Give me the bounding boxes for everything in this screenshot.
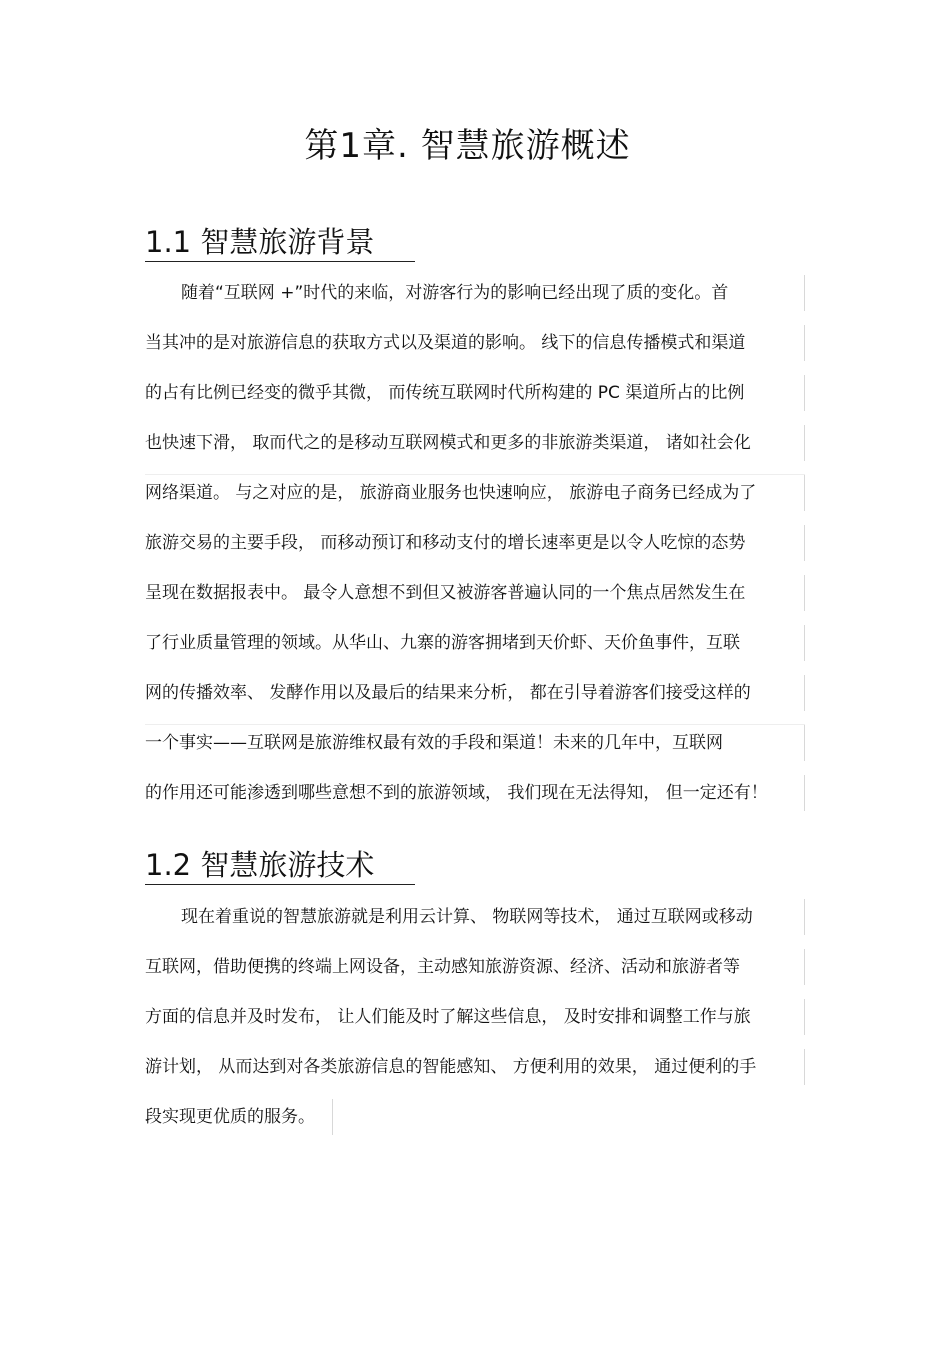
- section-heading-1-1: 1.1 智慧旅游背景: [145, 225, 415, 262]
- paragraph-line: 现在着重说的智慧旅游就是利用云计算、 物联网等技术， 通过互联网或移动: [145, 899, 805, 935]
- line-separator: [145, 724, 805, 725]
- paragraph-line: 一个事实——互联网是旅游维权最有效的手段和渠道！未来的几年中，互联网: [145, 725, 805, 761]
- paragraph-line: 也快速下滑， 取而代之的是移动互联网模式和更多的非旅游类渠道， 诸如社会化: [145, 425, 805, 461]
- paragraph-line: 的作用还可能渗透到哪些意想不到的旅游领域， 我们现在无法得知， 但一定还有！: [145, 775, 805, 811]
- paragraph-line: 段实现更优质的服务。: [145, 1099, 333, 1135]
- paragraph-line: 游计划， 从而达到对各类旅游信息的智能感知、 方便利用的效果， 通过便利的手: [145, 1049, 805, 1085]
- section-heading-1-2: 1.2 智慧旅游技术: [145, 848, 415, 885]
- paragraph-line: 呈现在数据报表中。 最令人意想不到但又被游客普遍认同的一个焦点居然发生在: [145, 575, 805, 611]
- chapter-title: 第1章. 智慧旅游概述: [304, 126, 631, 166]
- paragraph-line: 网络渠道。 与之对应的是， 旅游商业服务也快速响应， 旅游电子商务已经成为了: [145, 475, 805, 511]
- paragraph-line: 网的传播效率、 发酵作用以及最后的结果来分析， 都在引导着游客们接受这样的: [145, 675, 805, 711]
- paragraph-line: 旅游交易的主要手段， 而移动预订和移动支付的增长速率更是以令人吃惊的态势: [145, 525, 805, 561]
- paragraph-line: 方面的信息并及时发布， 让人们能及时了解这些信息， 及时安排和调整工作与旅: [145, 999, 805, 1035]
- paragraph-line: 互联网，借助便携的终端上网设备，主动感知旅游资源、经济、活动和旅游者等: [145, 949, 805, 985]
- paragraph-line: 了行业质量管理的领域。从华山、九寨的游客拥堵到天价虾、天价鱼事件，互联: [145, 625, 805, 661]
- paragraph-line: 的占有比例已经变的微乎其微， 而传统互联网时代所构建的 PC 渠道所占的比例: [145, 375, 805, 411]
- line-separator: [145, 474, 805, 475]
- paragraph-line: 当其冲的是对旅游信息的获取方式以及渠道的影响。 线下的信息传播模式和渠道: [145, 325, 805, 361]
- paragraph-line: 随着“互联网 +”时代的来临，对游客行为的影响已经出现了质的变化。首: [145, 275, 805, 311]
